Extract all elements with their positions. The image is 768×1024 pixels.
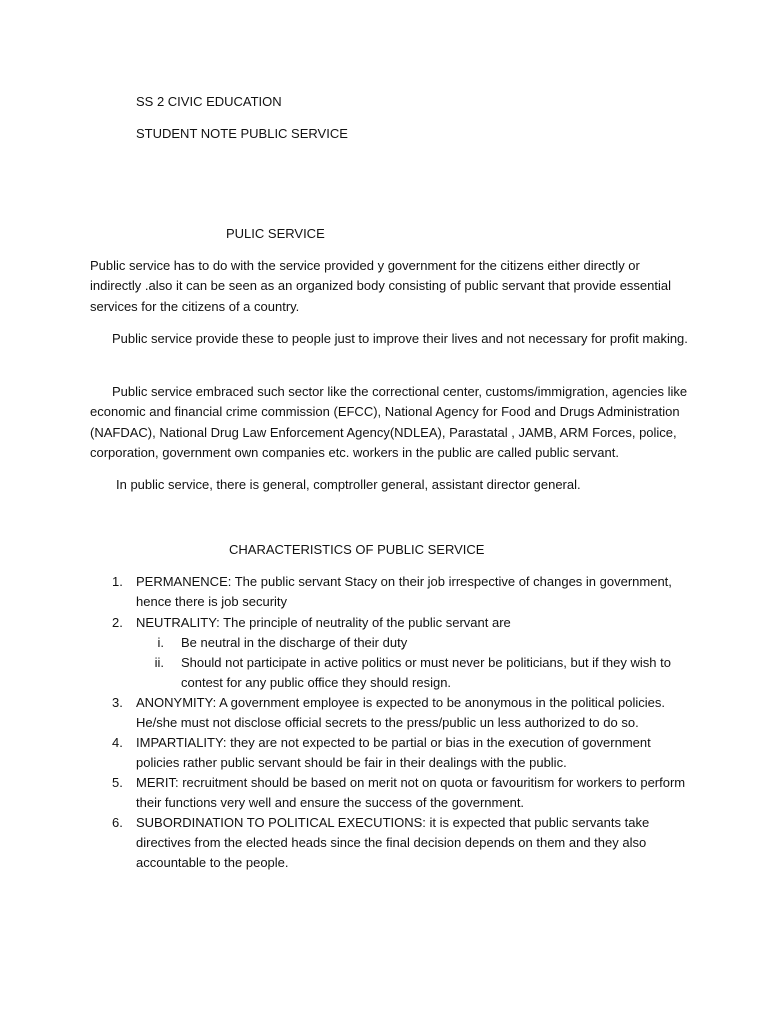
list-item-number: 4.: [112, 735, 123, 750]
paragraph-purpose: [90, 329, 690, 349]
list-item-text: PERMANENCE: The public servant Stacy on their job irrespective of changes in government, hence there is job security: [136, 574, 672, 609]
section-heading-public-service: PULIC SERVICE: [226, 226, 325, 241]
list-item-text: ANONYMITY: A government employee is expected to be anonymous in the political policies. He/she must not disclose official secrets to the press/public un less authorized to do so.: [136, 695, 665, 730]
list-item-number: 3.: [112, 695, 123, 710]
note-title: STUDENT NOTE PUBLIC SERVICE: [136, 126, 348, 141]
paragraph-text: Public service has to do with the service provided y government for the citizens either directly or indirectly .also it can be seen as an organized body consisting of public servant that provide essential services for the citizens of a country.: [90, 258, 672, 314]
list-item-number: 2.: [112, 615, 123, 630]
sub-list-item-number: i.: [157, 635, 164, 650]
course-title: SS 2 CIVIC EDUCATION: [136, 94, 282, 109]
list-item-text: NEUTRALITY: The principle of neutrality of the public servant are: [136, 615, 511, 630]
list-item-text: SUBORDINATION TO POLITICAL EXECUTIONS: it is expected that public servants take directives from the elected heads since the final decision depends on them and they also accountable to the people.: [136, 815, 650, 870]
paragraph-text: In public service, there is general, comptroller general, assistant director general.: [116, 477, 581, 492]
paragraph-sectors: [90, 382, 690, 463]
paragraph-text: Public service provide these to people just to improve their lives and not necessary for profit making.: [112, 331, 688, 346]
list-item-text: IMPARTIALITY: they are not expected to be partial or bias in the execution of government policies rather public servant should be fair in their dealings with the public.: [136, 735, 651, 770]
paragraph-definition: [90, 256, 690, 317]
list-item-text: MERIT: recruitment should be based on merit not on quota or favouritism for workers to perform their functions very well and ensure the success of the government.: [136, 775, 686, 810]
sub-list-item-text: Be neutral in the discharge of their duty: [181, 635, 408, 650]
list-item-number: 6.: [112, 815, 123, 830]
list-item-number: 5.: [112, 775, 123, 790]
list-item-number: 1.: [112, 574, 123, 589]
sub-list-item-number: ii.: [154, 655, 164, 670]
section-heading-characteristics: CHARACTERISTICS OF PUBLIC SERVICE: [229, 542, 485, 557]
sub-list-item-text: Should not participate in active politics or must never be politicians, but if they wish to contest for any public office they should resign.: [181, 655, 671, 690]
paragraph-ranks: [90, 475, 690, 495]
paragraph-text: Public service embraced such sector like the correctional center, customs/immigration, agencies like economic and financial crime commission (EFCC), National Agency for Food and Drugs Administration (NAFDAC), National Drug Law Enforcement Agency(NDLEA), Parastatal , JAMB, ARM Forces, police, corporation, government own companies etc. workers in the public are called public servant.: [90, 384, 688, 460]
